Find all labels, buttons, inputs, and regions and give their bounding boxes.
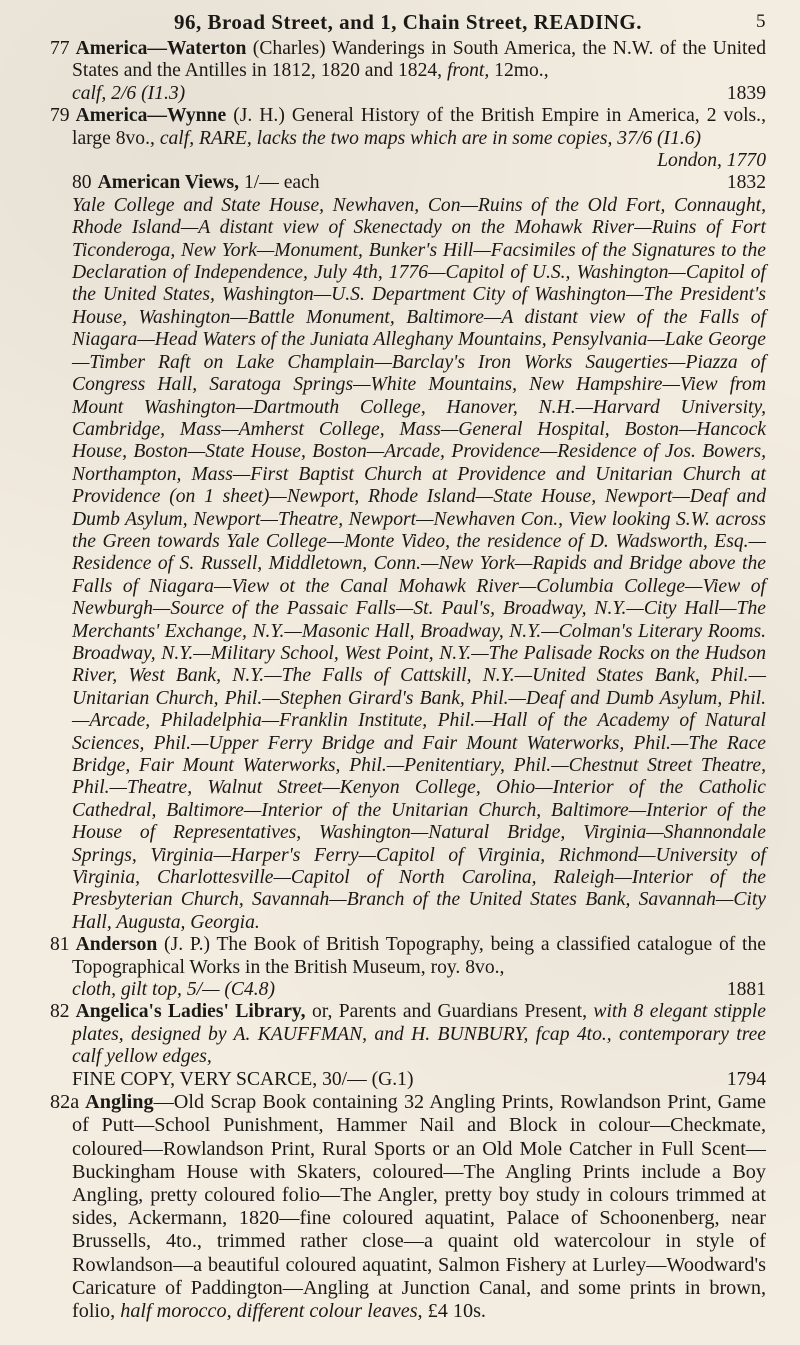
entry-author: Angling [85,1091,154,1114]
entry-description: with 8 elegant stipple plates, designed by A. KAUFFMAN, and H. BUNBURY, fcap 4to., contemporary tree calf yellow edges, [72,1001,766,1068]
entry-82 [50,1001,766,1091]
entry-number: 79 [50,105,70,127]
entry-year: 1839 [726,82,766,104]
entry-author: American Views, [97,172,240,194]
running-header [50,8,766,36]
entry-79 [50,105,766,172]
entry-text: (J. H.) General History of the British Empire in America, 2 vols., large 8vo., [72,105,766,149]
entry-number: 82a [50,1091,80,1114]
entry-tail: FINE COPY, VERY SCARCE, 30/— (G.1) [72,1068,414,1090]
entry-number: 82 [50,1001,70,1023]
entry-77 [50,38,766,105]
entry-number: 81 [50,934,70,956]
entry-price: £4 10s. [427,1299,486,1322]
entry-binding: half morocco, different colour leaves, [120,1299,423,1322]
entry-82a [50,1091,766,1323]
entry-80 [50,172,766,194]
entry-year: 1881 [726,979,766,1001]
entry-author: America—Waterton [75,38,247,59]
entry-author: Anderson [75,934,158,956]
entry-binding: calf, 2/6 (I1.3) [72,82,186,104]
entry-text: —Old Scrap Book containing 32 Angling Prints, Rowlandson Print, Game of Putt—School Punishment, Hammer Nail and Block in colour—Checkmate, coloured—Rowlandson Print, Rural Sports or an Old Mole Catcher in Full Scent—Buckingham House with Skaters, coloured—The Angling Prints include a Boy Angling, pretty coloured folio—The Angler, pretty boy study in colours trimmed at sides, Ackermann, 1820—fine coloured aquatint, Palace of Schoonenberg, near Brussells, 4to., trimmed rather close—a quaint old watercolour in style of Rowlandson—a beautiful coloured aquatint, Salmon Fishery at Lurley—Woodward's Caricature of Paddington—Angling at Junction Canal, and some prints in brown, folio, [72,1091,766,1322]
entry-number: 80 [72,172,92,194]
entry-81 [50,934,766,1001]
entry-80-description: Yale College and State House, Newhaven, Con—Ruins of the Old Fort, Connaught, Rhode Island—A distant view of Skenectady on the Mohawk River—Ruins of Fort Ticonderoga, New York—Monument, Bunker's Hill—Facsimiles of the Signatures to the Declaration of Independence, July 4th, 1776—Capitol of U.S., Washington—Capitol of the United States, Washington—U.S. Department City of Washington—The President's House, Washington—Battle Monument, Baltimore—A distant view of the Falls of Niagara—Head Waters of the Juniata Alleghany Mountains, Pensylvania—Lake George—Timber Raft on Lake Champlain—Barclay's Iron Works Saugerties—Piazza of Congress Hall, Saratoga Springs—White Mountains, New Hampshire—View from Mount Washington—Dartmouth College, Hanover, N.H.—Harvard University, Cambridge, Mass—Amherst College, Mass—General Hospital, Boston—Hancock House, Boston—State House, Boston—Arcade, Providence—Residence of Jos. Bowers, Northampton, Mass—First Baptist Church at Providence and Unitarian Church at Providence (on 1 sheet)—Newport, Rhode Island—State House, Newport—Deaf and Dumb Asylum, Newport—Theatre, Newport—Newhaven Con., View looking S.W. across the Green towards Yale College—Monte Video, the residence of D. Wadsworth, Esq.—Residence of S. Russell, Middletown, Conn.—New York—Rapids and Bridge above the Falls of Niagara—View ot the Canal Mohawk River—Columbia College—View of Newburgh—Source of the Passaic Falls—St. Paul's, Broadway, N.Y.—City Hall—The Merchants' Exchange, N.Y.—Masonic Hall, Broadway, N.Y.—Colman's Literary Rooms. Broadway, N.Y.—Military School, West Point, N.Y.—The Palisade Rocks on the Hudson River, West Bank, N.Y.—The Falls of Cattskill, N.Y.—United States Bank, Phil.—Unitarian Church, Phil.—Stephen Girard's Bank, Phil.—Deaf and Dumb Asylum, Phil.—Arcade, Philadelphia—Franklin Institute, Phil.—Hall of the Academy of Natural Sciences, Phil.—Upper Ferry Bridge and Fair Mount Waterworks, Phil.—The Race Bridge, Fair Mount Waterworks, Phil.—Penitentiary, Phil.—Chestnut Street Theatre, Phil.—Theatre, Walnut Street—Kenyon College, Ohio—Interior of the Catholic Cathedral, Baltimore—Interior of the Unitarian Church, Baltimore—Interior of the House of Representatives, Washington—Natural Bridge, Virginia—Shannondale Springs, Virginia—Harper's Ferry—Capitol of Virginia, Richmond—University of Virginia, Charlottesville—Capitol of North Carolina, Raleigh—Interior of the Presbyterian Church, Savannah—Branch of the United States Bank, Savannah—City Hall, Augusta, Georgia. [72,194,766,933]
entry-binding: calf, RARE, lacks the two maps which are in some copies, 37/6 (I1.6) [159,127,702,149]
entry-binding: cloth, gilt top, 5/— (C4.8) [72,979,276,1001]
header-title: 96, Broad Street, and 1, Chain Street, READING. [173,10,643,34]
entry-author: Angelica's Ladies' Library, [75,1001,306,1023]
entry-text: (Charles) Wanderings in South America, the N.W. of the United States and the Antilles in 1812, 1820 and 1824, [72,38,766,82]
page-number: 5 [756,11,766,32]
entry-year: 1832 [726,172,766,194]
entry-text: (J. P.) The Book of British Topography, being a classified catalogue of the Topographical Works in the British Museum, roy. 8vo., [72,934,766,978]
entry-author: America—Wynne [75,105,227,127]
entry-front: front, [446,60,490,82]
entry-year: 1794 [726,1068,766,1090]
entry-text: or, Parents and Guardians Present, [311,1001,587,1023]
entry-number: 77 [50,38,70,59]
entry-text: 1/— each [243,172,320,194]
entry-format: 12mo., [494,60,549,82]
entry-place: London, 1770 [657,150,766,172]
